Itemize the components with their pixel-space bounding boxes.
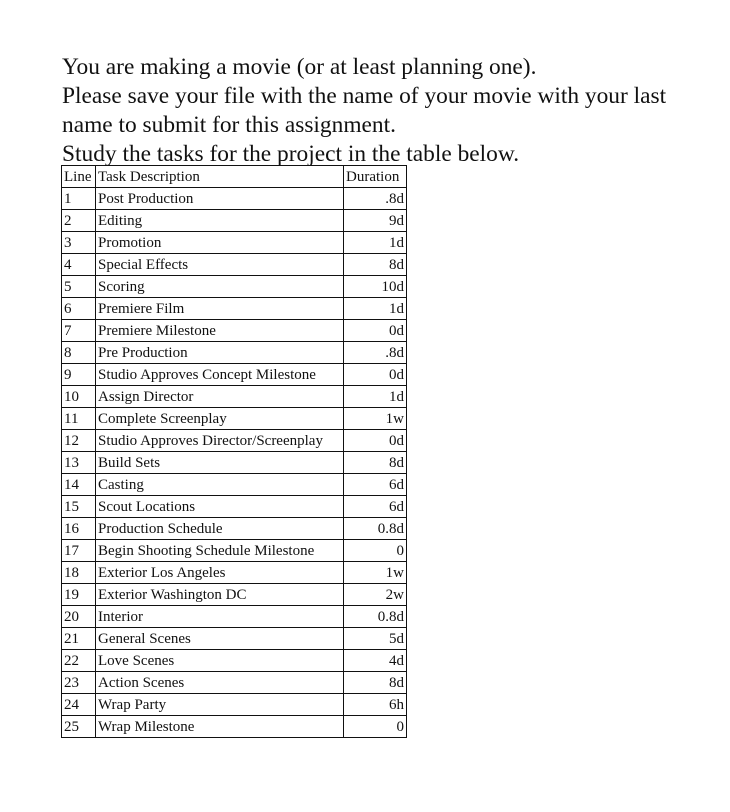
duration-cell: 0d xyxy=(344,430,407,452)
duration-cell: 9d xyxy=(344,210,407,232)
table-row xyxy=(62,474,407,496)
line-number-cell: 16 xyxy=(62,518,96,540)
table-row xyxy=(62,452,407,474)
task-description-cell: Interior xyxy=(96,606,344,628)
duration-cell: 1d xyxy=(344,232,407,254)
table-row xyxy=(62,584,407,606)
task-description-cell: General Scenes xyxy=(96,628,344,650)
duration-cell: 6d xyxy=(344,474,407,496)
duration-cell: 4d xyxy=(344,650,407,672)
table-row xyxy=(62,364,407,386)
task-description-cell: Promotion xyxy=(96,232,344,254)
duration-cell: 8d xyxy=(344,254,407,276)
line-number-cell: 25 xyxy=(62,716,96,738)
line-number-cell: 13 xyxy=(62,452,96,474)
table-row xyxy=(62,540,407,562)
line-number-cell: 9 xyxy=(62,364,96,386)
duration-cell: 10d xyxy=(344,276,407,298)
table-row xyxy=(62,254,407,276)
line-number-cell: 14 xyxy=(62,474,96,496)
duration-cell: 0 xyxy=(344,540,407,562)
task-description-cell: Scoring xyxy=(96,276,344,298)
table-row xyxy=(62,694,407,716)
table-row xyxy=(62,606,407,628)
line-number-cell: 2 xyxy=(62,210,96,232)
line-number-cell: 11 xyxy=(62,408,96,430)
duration-cell: 8d xyxy=(344,672,407,694)
duration-cell: .8d xyxy=(344,342,407,364)
task-description-cell: Production Schedule xyxy=(96,518,344,540)
line-number-cell: 20 xyxy=(62,606,96,628)
table-row xyxy=(62,210,407,232)
duration-cell: 1w xyxy=(344,408,407,430)
table-row xyxy=(62,430,407,452)
duration-cell: 6d xyxy=(344,496,407,518)
task-description-cell: Wrap Milestone xyxy=(96,716,344,738)
duration-cell: 0d xyxy=(344,320,407,342)
table-row xyxy=(62,518,407,540)
duration-cell: 2w xyxy=(344,584,407,606)
task-description-cell: Exterior Los Angeles xyxy=(96,562,344,584)
table-row xyxy=(62,188,407,210)
table-row xyxy=(62,320,407,342)
line-number-cell: 4 xyxy=(62,254,96,276)
line-number-cell: 1 xyxy=(62,188,96,210)
table-row xyxy=(62,408,407,430)
line-number-cell: 24 xyxy=(62,694,96,716)
assignment-instructions xyxy=(62,53,722,169)
task-description-cell: Action Scenes xyxy=(96,672,344,694)
line-number-cell: 23 xyxy=(62,672,96,694)
column-header-task-description: Task Description xyxy=(96,166,344,188)
table-row xyxy=(62,232,407,254)
line-number-cell: 19 xyxy=(62,584,96,606)
duration-cell: 1w xyxy=(344,562,407,584)
line-number-cell: 21 xyxy=(62,628,96,650)
task-description-cell: Special Effects xyxy=(96,254,344,276)
table-row xyxy=(62,650,407,672)
task-description-cell: Build Sets xyxy=(96,452,344,474)
line-number-cell: 18 xyxy=(62,562,96,584)
table-row xyxy=(62,342,407,364)
duration-cell: .8d xyxy=(344,188,407,210)
duration-cell: 1d xyxy=(344,298,407,320)
line-number-cell: 3 xyxy=(62,232,96,254)
table-header-row xyxy=(62,166,407,188)
duration-cell: 1d xyxy=(344,386,407,408)
column-header-duration: Duration xyxy=(344,166,407,188)
task-description-cell: Assign Director xyxy=(96,386,344,408)
duration-cell: 0.8d xyxy=(344,518,407,540)
task-description-cell: Love Scenes xyxy=(96,650,344,672)
line-number-cell: 12 xyxy=(62,430,96,452)
instruction-line: You are making a movie (or at least planning one). xyxy=(62,54,537,80)
task-description-cell: Studio Approves Concept Milestone xyxy=(96,364,344,386)
table-row xyxy=(62,716,407,738)
task-description-cell: Complete Screenplay xyxy=(96,408,344,430)
line-number-cell: 15 xyxy=(62,496,96,518)
duration-cell: 5d xyxy=(344,628,407,650)
line-number-cell: 6 xyxy=(62,298,96,320)
task-description-cell: Premiere Film xyxy=(96,298,344,320)
task-description-cell: Wrap Party xyxy=(96,694,344,716)
task-table-body xyxy=(62,188,407,738)
duration-cell: 0.8d xyxy=(344,606,407,628)
task-description-cell: Scout Locations xyxy=(96,496,344,518)
task-description-cell: Pre Production xyxy=(96,342,344,364)
instruction-line: Please save your file with the name of your movie with your last xyxy=(62,83,667,109)
table-row xyxy=(62,672,407,694)
instruction-line: Study the tasks for the project in the table below. xyxy=(62,141,520,167)
task-description-cell: Studio Approves Director/Screenplay xyxy=(96,430,344,452)
column-header-line: Line xyxy=(62,166,96,188)
line-number-cell: 17 xyxy=(62,540,96,562)
line-number-cell: 22 xyxy=(62,650,96,672)
task-description-cell: Begin Shooting Schedule Milestone xyxy=(96,540,344,562)
table-row xyxy=(62,386,407,408)
table-row xyxy=(62,496,407,518)
task-description-cell: Exterior Washington DC xyxy=(96,584,344,606)
table-row xyxy=(62,298,407,320)
duration-cell: 8d xyxy=(344,452,407,474)
task-description-cell: Premiere Milestone xyxy=(96,320,344,342)
task-description-cell: Post Production xyxy=(96,188,344,210)
task-table xyxy=(61,165,407,738)
table-row xyxy=(62,628,407,650)
line-number-cell: 7 xyxy=(62,320,96,342)
task-description-cell: Editing xyxy=(96,210,344,232)
duration-cell: 0 xyxy=(344,716,407,738)
line-number-cell: 5 xyxy=(62,276,96,298)
duration-cell: 6h xyxy=(344,694,407,716)
table-row xyxy=(62,562,407,584)
instruction-line: name to submit for this assignment. xyxy=(62,112,396,138)
task-description-cell: Casting xyxy=(96,474,344,496)
line-number-cell: 8 xyxy=(62,342,96,364)
line-number-cell: 10 xyxy=(62,386,96,408)
table-row xyxy=(62,276,407,298)
duration-cell: 0d xyxy=(344,364,407,386)
